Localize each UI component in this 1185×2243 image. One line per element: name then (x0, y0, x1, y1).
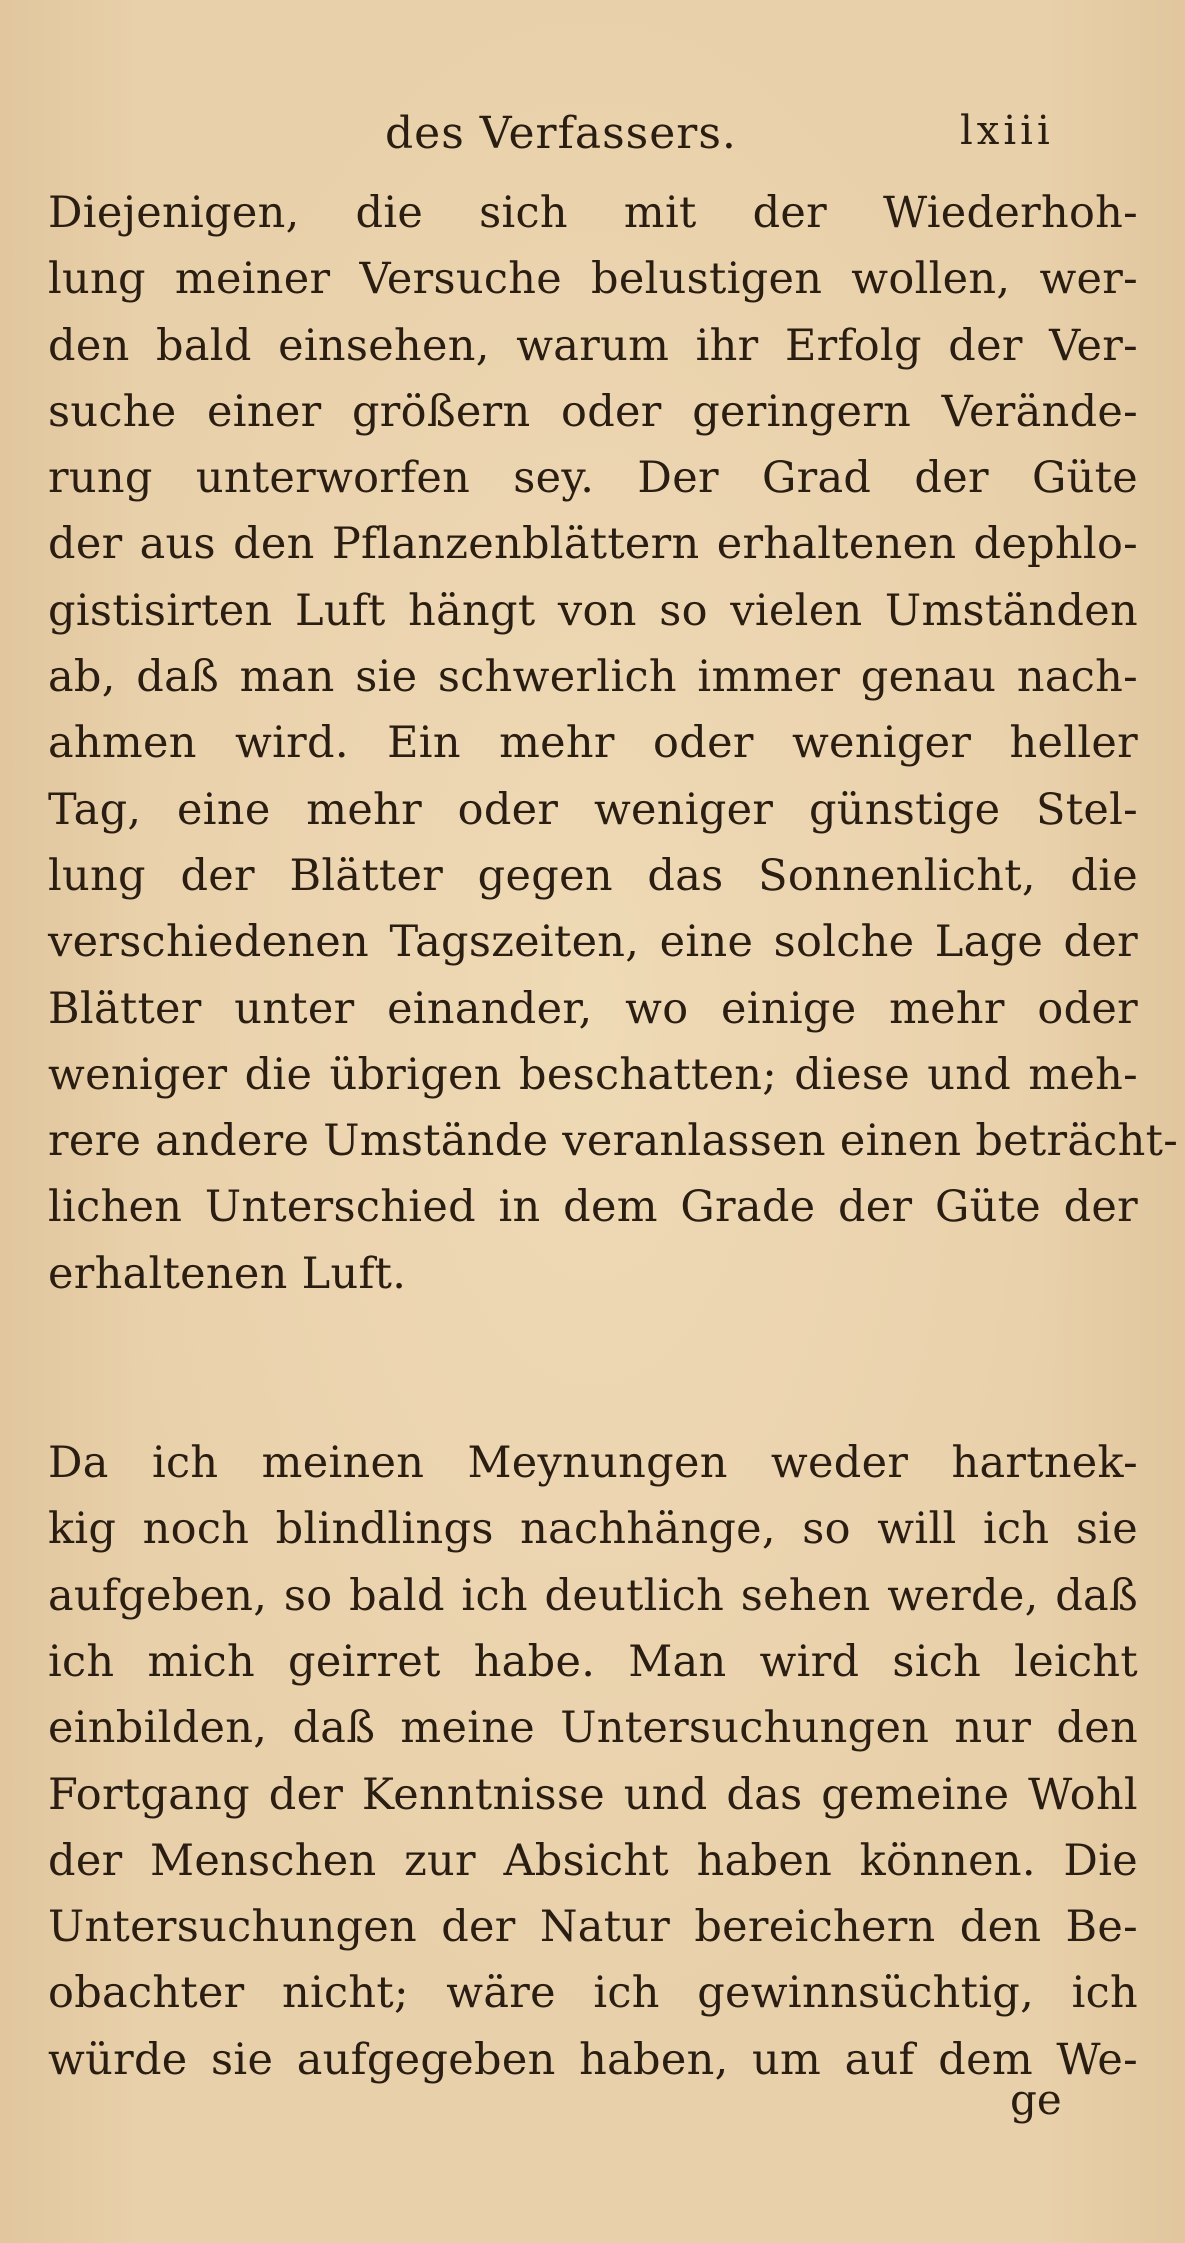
text-line: lichen Unterschied in dem Grade der Güte der (48, 1182, 1138, 1233)
text-line: Untersuchungen der Natur bereichern den Be- (48, 1902, 1138, 1953)
paragraph-1 (48, 180, 1179, 1307)
running-head (0, 108, 1185, 168)
text-line: rung unterworfen sey. Der Grad der Güte (48, 453, 1138, 504)
text-line: rere andere Umstände veranlassen einen beträcht- (48, 1116, 1179, 1167)
text-line: suche einer größern oder geringern Verände- (48, 386, 1138, 437)
text-line: Fortgang der Kenntnisse und das gemeine Wohl (48, 1769, 1138, 1820)
text-line: Tag, eine mehr oder weniger günstige Stel- (48, 784, 1138, 835)
paragraph-spacer (48, 1307, 1138, 1430)
text-line: der aus den Pflanzenblättern erhaltenen dephlo- (48, 519, 1138, 570)
text-line: verschiedenen Tagszeiten, eine solche Lage der (48, 917, 1138, 968)
text-line: aufgeben, so bald ich deutlich sehen werde, daß (48, 1570, 1138, 1621)
body-text (48, 180, 1179, 2093)
text-line: Da ich meinen Meynungen weder hartnek- (48, 1438, 1138, 1489)
text-line: lung der Blätter gegen das Sonnenlicht, die (48, 850, 1138, 901)
text-line: lung meiner Versuche belustigen wollen, wer- (48, 254, 1138, 305)
text-line: der Menschen zur Absicht haben können. Die (48, 1835, 1138, 1886)
text-line: gistisirten Luft hängt von so vielen Umständen (48, 585, 1138, 636)
running-title: des Verfassers. (385, 108, 737, 159)
text-line: erhaltenen Luft. (48, 1248, 407, 1299)
text-line: Blätter unter einander, wo einige mehr oder (48, 983, 1138, 1034)
text-line: weniger die übrigen beschatten; diese und meh- (48, 1049, 1138, 1100)
text-line: würde sie aufgegeben haben, um auf dem We- (48, 2034, 1138, 2085)
paragraph-2 (48, 1430, 1138, 2093)
text-line: den bald einsehen, warum ihr Erfolg der Ver- (48, 320, 1138, 371)
page-number: lxiii (960, 108, 1054, 154)
catchword: ge (1010, 2075, 1062, 2124)
text-line: ahmen wird. Ein mehr oder weniger heller (48, 718, 1138, 769)
text-line: ich mich geirret habe. Man wird sich leicht (48, 1636, 1138, 1687)
text-line: kig noch blindlings nachhänge, so will ich sie (48, 1504, 1138, 1555)
text-line: einbilden, daß meine Untersuchungen nur den (48, 1703, 1138, 1754)
text-line: Diejenigen, die sich mit der Wiederhoh- (48, 188, 1138, 238)
text-line: obachter nicht; wäre ich gewinnsüchtig, ich (48, 1968, 1138, 2019)
text-line: ab, daß man sie schwerlich immer genau nach- (48, 652, 1138, 703)
